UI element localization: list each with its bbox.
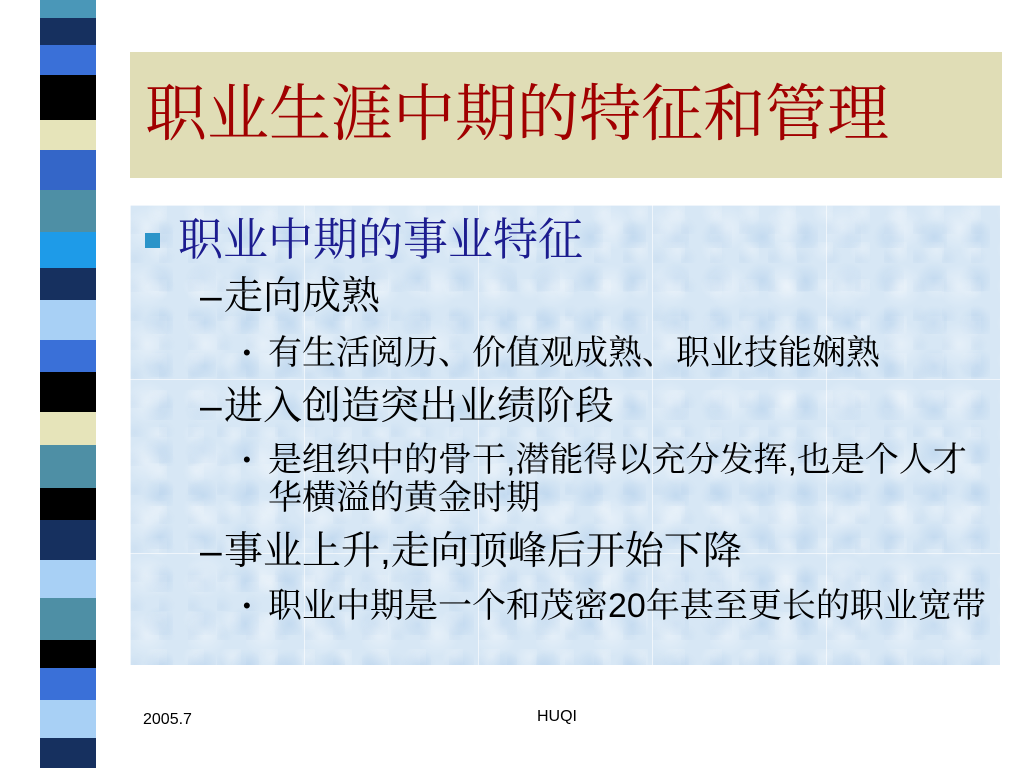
detail-text: 职业中期是一个和茂密20年甚至更长的职业宽带 (268, 587, 986, 625)
stripe-block (40, 738, 96, 768)
point-row (200, 273, 380, 321)
stripe-block (40, 598, 96, 640)
point-text: 走向成熟 (224, 275, 381, 318)
content-box (130, 205, 1000, 665)
dash-marker: – (200, 530, 222, 573)
point-text: 事业上升,走向顶峰后开始下降 (224, 530, 742, 573)
detail-row (243, 587, 986, 625)
dash-marker: – (200, 385, 222, 428)
stripe-block (40, 340, 96, 372)
point-row (200, 528, 742, 576)
title-bar (130, 52, 1002, 178)
bullet-marker: • (243, 593, 251, 618)
slide-title: 职业生涯中期的特征和管理 (145, 81, 890, 149)
detail-row-continuation (268, 479, 540, 517)
detail-text: 华横溢的黄金时期 (268, 479, 540, 517)
heading-text: 职业中期的事业特征 (178, 214, 584, 265)
decorative-stripe (40, 0, 96, 768)
stripe-block (40, 18, 96, 45)
stripe-block (40, 300, 96, 340)
stripe-block (40, 668, 96, 700)
stripe-block (40, 488, 96, 520)
stripe-block (40, 120, 96, 150)
bullet-marker: • (243, 340, 251, 365)
dash-marker: – (200, 275, 222, 318)
heading-row (178, 212, 583, 268)
detail-row (243, 441, 967, 479)
stripe-block (40, 0, 96, 18)
detail-row (243, 334, 880, 372)
footer-author: HUQI (537, 708, 577, 725)
stripe-block (40, 520, 96, 560)
square-bullet-icon (145, 233, 160, 248)
stripe-block (40, 232, 96, 268)
stripe-block (40, 412, 96, 445)
stripe-block (40, 45, 96, 75)
stripe-block (40, 560, 96, 598)
footer-date: 2005.7 (143, 711, 192, 728)
stripe-block (40, 268, 96, 300)
stripe-block (40, 640, 96, 668)
stripe-block (40, 75, 96, 120)
stripe-block (40, 445, 96, 488)
bullet-marker: • (243, 447, 251, 472)
detail-text: 是组织中的骨干,潜能得以充分发挥,也是个人才 (268, 441, 967, 479)
stripe-block (40, 700, 96, 738)
point-row (200, 383, 614, 431)
point-text: 进入创造突出业绩阶段 (224, 385, 615, 428)
stripe-block (40, 372, 96, 412)
detail-text: 有生活阅历、价值观成熟、职业技能娴熟 (268, 334, 880, 372)
stripe-block (40, 190, 96, 232)
stripe-block (40, 150, 96, 190)
